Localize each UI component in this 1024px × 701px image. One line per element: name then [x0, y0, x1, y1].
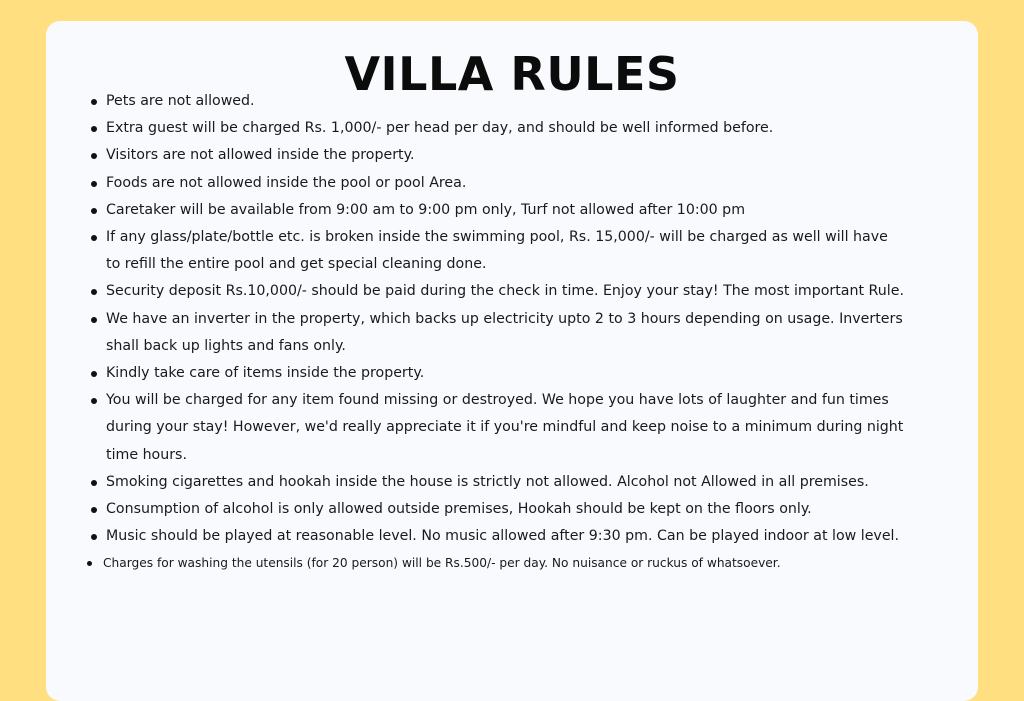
rule-item: Smoking cigarettes and hookah inside the house is strictly not allowed. Alcohol not Allowed in all premises. [106, 469, 906, 496]
rule-item: Security deposit Rs.10,000/- should be paid during the check in time. Enjoy your stay! The most important Rule. [106, 278, 906, 305]
title-text: VILLA RULES [344, 47, 680, 101]
rule-item: Extra guest will be charged Rs. 1,000/- per head per day, and should be well informed before. [106, 115, 906, 142]
rule-item: You will be charged for any item found missing or destroyed. We hope you have lots of laughter and fun times during your stay! However, we'd really appreciate it if you're mindful and keep noise to a minimum during night time hours. [106, 387, 906, 469]
rule-item: If any glass/plate/bottle etc. is broken inside the swimming pool, Rs. 15,000/- will be charged as well will have to refill the entire pool and get special cleaning done. [106, 224, 906, 278]
rules-list [103, 88, 906, 576]
rule-item: Consumption of alcohol is only allowed outside premises, Hookah should be kept on the floors only. [106, 496, 906, 523]
rule-item: Music should be played at reasonable level. No music allowed after 9:30 pm. Can be played indoor at low level. [106, 523, 906, 550]
rule-item: Kindly take care of items inside the property. [106, 360, 906, 387]
rule-item: Pets are not allowed. [106, 88, 906, 115]
rule-item: Foods are not allowed inside the pool or pool Area. [106, 170, 906, 197]
rule-item: Caretaker will be available from 9:00 am to 9:00 pm only, Turf not allowed after 10:00 pm [106, 197, 906, 224]
rule-item: Visitors are not allowed inside the property. [106, 142, 906, 169]
rule-item: We have an inverter in the property, which backs up electricity upto 2 to 3 hours depending on usage. Inverters shall back up lights and fans only. [106, 306, 906, 360]
rule-item: Charges for washing the utensils (for 20 person) will be Rs.500/- per day. No nuisance or ruckus of whatsoever. [103, 550, 906, 576]
rules-card [46, 21, 978, 701]
